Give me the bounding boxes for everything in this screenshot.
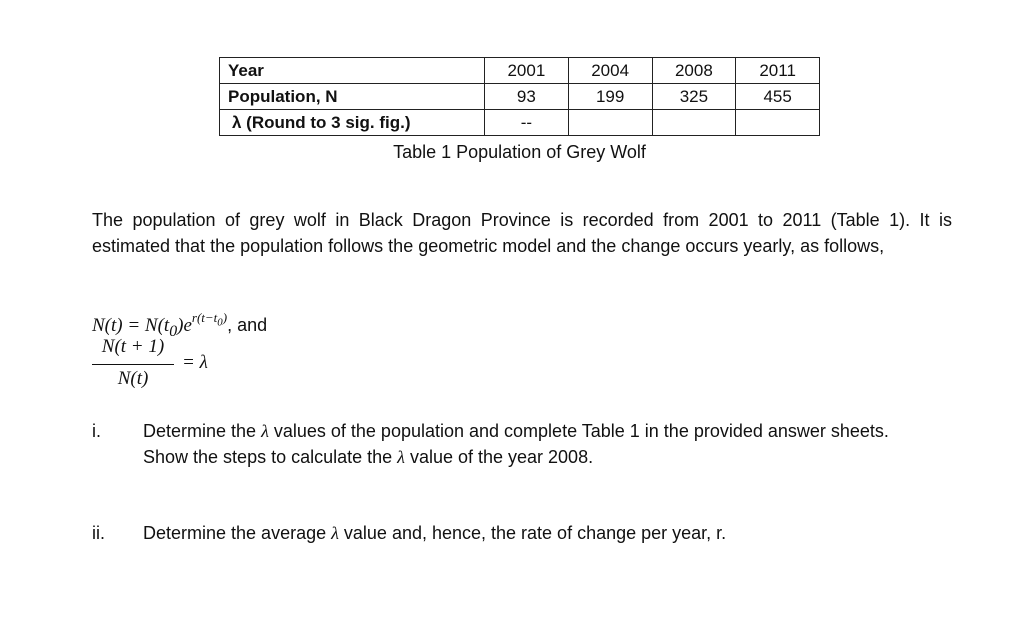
question-i [92, 418, 952, 470]
table-cell: 2004 [568, 58, 652, 84]
question-body [143, 418, 952, 470]
row-header-year: Year [220, 58, 485, 84]
formula-exponent [191, 310, 228, 329]
table-cell: 2008 [652, 58, 736, 84]
intro-paragraph: The population of grey wolf in Black Dragon Province is recorded from 2001 to 2011 (Table 1). It is estimated that the population follows the geometric model and the change occurs yearly, as follows, [92, 210, 952, 256]
lambda-symbol: λ [397, 447, 405, 467]
fraction-bar [92, 364, 174, 365]
table-row-lambda [220, 110, 820, 136]
formula-lhs: N(t) = N(t [92, 315, 170, 336]
formula-subscript: 0 [169, 322, 178, 340]
fraction-rhs: = λ [182, 352, 208, 373]
formula-mid: )e [177, 315, 192, 336]
population-table-container [219, 57, 820, 136]
question-text: values of the population and complete Table 1 in the provided answer sheets. [268, 421, 889, 441]
question-line [143, 520, 952, 546]
table-row-population [220, 84, 820, 110]
question-number: ii. [92, 523, 105, 543]
table-cell: 93 [485, 84, 569, 110]
table-caption: Table 1 Population of Grey Wolf [393, 142, 646, 162]
question-line [143, 444, 952, 470]
question-text: Determine the average [143, 523, 332, 543]
row-header-lambda: λ (Round to 3 sig. fig.) [220, 110, 485, 136]
question-text: value and, hence, the rate of change per year, r. [338, 523, 727, 543]
question-text: Determine the [143, 421, 262, 441]
question-body [143, 520, 952, 546]
lambda-symbol: λ [261, 421, 269, 441]
table-cell [568, 110, 652, 136]
table-cell: -- [485, 110, 569, 136]
table-cell [736, 110, 820, 136]
formula-tail: , and [227, 315, 268, 335]
table-cell: 199 [568, 84, 652, 110]
row-header-population: Population, N [220, 84, 485, 110]
exponent-subscript: 0 [217, 316, 223, 329]
fraction-denominator: N(t) [117, 368, 149, 389]
exponent-text: r(t−t [191, 310, 218, 325]
question-text: value of the year 2008. [404, 447, 594, 467]
question-ii [92, 520, 952, 546]
question-line [143, 418, 952, 444]
population-table [219, 57, 820, 136]
table-row-year [220, 58, 820, 84]
table-cell: 2001 [485, 58, 569, 84]
question-number: i. [92, 421, 101, 441]
table-cell: 325 [652, 84, 736, 110]
exponent-end: ) [222, 310, 228, 325]
table-cell [652, 110, 736, 136]
fraction-numerator: N(t + 1) [101, 336, 165, 357]
table-cell: 455 [736, 84, 820, 110]
table-cell: 2011 [736, 58, 820, 84]
lambda-symbol: λ [331, 523, 339, 543]
question-text: Show the steps to calculate the [143, 447, 398, 467]
